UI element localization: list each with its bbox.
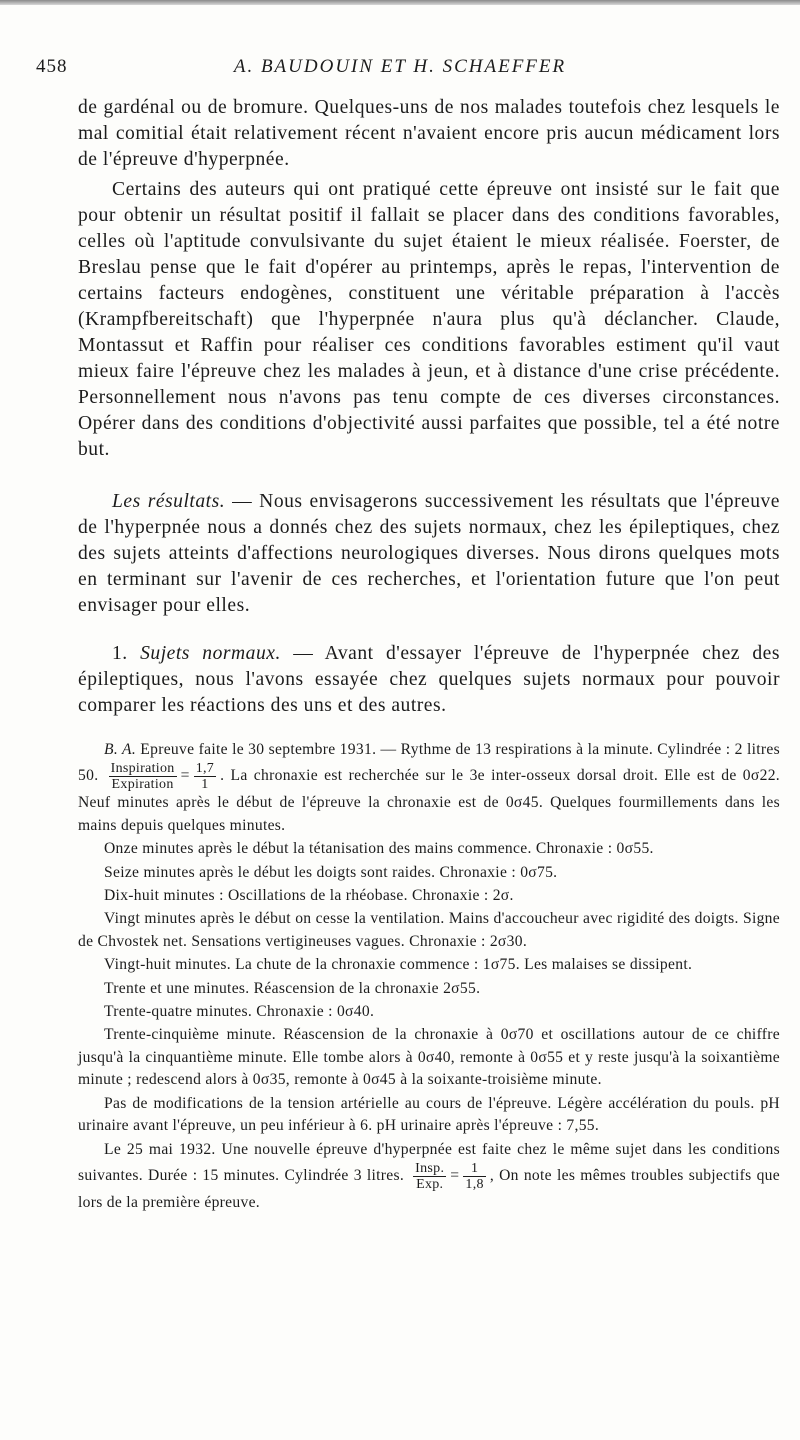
fraction-denominator: 1 — [201, 777, 209, 793]
fraction-denominator: Exp. — [416, 1176, 444, 1192]
case-text: Le 25 mai 1932. Une nouvelle épreuve d'hyperpnée est faite chez le même sujet dans les conditions suivantes. Durée : 15 minutes. Cylindrée 3 litres. — [78, 1140, 780, 1184]
fraction — [109, 761, 177, 792]
fraction — [413, 1161, 446, 1192]
paragraph: de gardénal ou de bromure. Quelques-uns de nos malades toutefois chez lesquels le mal comitial était relativement récent n'avaient encore pris aucun médicament lors de l'épreuve d'hyperpnée. — [78, 97, 780, 170]
section-heading: Les résultats. — [112, 491, 226, 512]
fraction-denominator: 1,8 — [465, 1176, 484, 1192]
section-number: 1. — [112, 643, 128, 664]
main-text — [78, 95, 780, 719]
equals-sign: = — [180, 767, 190, 785]
page-header — [36, 56, 764, 82]
case-report — [78, 739, 780, 1214]
case-paragraph: Dix-huit minutes : Oscillations de la rhéobase. Chronaxie : 2σ. — [104, 887, 514, 905]
case-paragraph: Onze minutes après le début la tétanisation des mains commence. Chronaxie : 0σ55. — [104, 840, 654, 858]
fraction-numerator: Inspiration — [110, 761, 175, 777]
fraction-numerator: 1 — [463, 1161, 485, 1177]
section-text: — Nous envisagerons successivement les résultats que l'épreuve de l'hyperpnée nous a donnés chez des sujets normaux, chez les épileptiques, chez des sujets atteints d'affections neurologiques diverses. Nous dirons quelques mots en terminant sur l'avenir de ces recherches, et l'orientation future que l'on peut envisager pour elles. — [78, 491, 780, 616]
case-paragraph: Trente-cinquième minute. Réascension de la chronaxie à 0σ70 et oscillations autour de ce chiffre jusqu'à la cinquantième minute. Elle tombe alors à 0σ40, remonte à 0σ55 et y reste jusqu'à la soixantième minute ; redescend alors à 0σ35, remonte à 0σ45 à la soixante-troisième minute. — [78, 1026, 780, 1089]
page-content — [78, 95, 780, 1214]
paragraph: Certains des auteurs qui ont pratiqué cette épreuve ont insisté sur le fait que pour obtenir un résultat positif il fallait se placer dans des conditions favorables, celles où l'aptitude convulsivante du sujet étaient le mieux réalisée. Foerster, de Breslau pense que le fait d'opérer au printemps, après le repas, l'intervention de certains facteurs endogènes, constituent une véritable préparation à l'accès (Krampfbereitschaft) que l'hyperpnée n'aura plus qu'à déclancher. Claude, Montassut et Raffin pour réaliser ces conditions favorables estiment qu'il vaut mieux faire l'épreuve chez les malades à jeun, et à distance d'une crise précédente. Personnellement nous n'avons pas tenu compte de ces diverses circonstances. Opérer dans des conditions d'objectivité aussi parfaites que possible, tel a été notre but. — [78, 179, 780, 460]
case-paragraph: Trente-quatre minutes. Chronaxie : 0σ40. — [104, 1003, 375, 1021]
case-paragraph: Seize minutes après le début les doigts sont raides. Chronaxie : 0σ75. — [104, 863, 558, 881]
case-paragraph: Vingt-huit minutes. La chute de la chronaxie commence : 1σ75. Les malaises se dissipent. — [104, 956, 693, 974]
case-paragraph — [78, 1139, 780, 1215]
section-heading: Sujets normaux. — [140, 643, 281, 664]
page-number: 458 — [36, 56, 68, 77]
fraction — [194, 761, 216, 792]
case-paragraph — [78, 739, 780, 837]
section-normal-subjects — [78, 641, 780, 719]
section-text: — Avant d'essayer l'épreuve de l'hyperpnée chez des épileptiques, nous l'avons essayée chez quelques sujets normaux pour pouvoir comparer les réactions des uns et des autres. — [78, 643, 781, 716]
fraction-numerator: Insp. — [415, 1160, 445, 1176]
scan-top-edge — [0, 0, 800, 5]
case-paragraph: Vingt minutes après le début on cesse la ventilation. Mains d'accoucheur avec rigidité des doigts. Signe de Chvostek net. Sensations vertigineuses vagues. Chronaxie : 2σ30. — [78, 910, 780, 950]
fraction — [463, 1161, 485, 1192]
case-text: Epreuve faite le 30 septembre 1931. — Rythme de 13 respirations à la minute. Cylindrée : 2 litres 50. — [78, 741, 780, 785]
case-initials: B. A. — [104, 741, 137, 758]
section-results — [78, 489, 780, 619]
case-paragraph: Trente et une minutes. Réascension de la chronaxie 2σ55. — [104, 979, 481, 997]
case-paragraph: Pas de modifications de la tension artérielle au cours de l'épreuve. Légère accélération du pouls. pH urinaire avant l'épreuve, un peu inférieur à 6. pH urinaire après l'épreuve : 7,55. — [78, 1094, 780, 1135]
fraction-numerator: 1,7 — [195, 761, 215, 777]
case-text: . La chronaxie est recherchée sur le 3e inter-osseux dorsal droit. Elle est de 0σ22. Neuf minutes après le début de l'épreuve la chronaxie est de 0σ45. Quelques fourmillements dans les mains depuis quelques minutes. — [78, 767, 780, 834]
fraction-denominator: Expiration — [111, 777, 174, 793]
running-title: A. BAUDOUIN ET H. SCHAEFFER — [233, 56, 567, 77]
equals-sign: = — [450, 1166, 460, 1184]
case-text: , On note les mêmes troubles subjectifs que lors de la première épreuve. — [78, 1166, 780, 1211]
